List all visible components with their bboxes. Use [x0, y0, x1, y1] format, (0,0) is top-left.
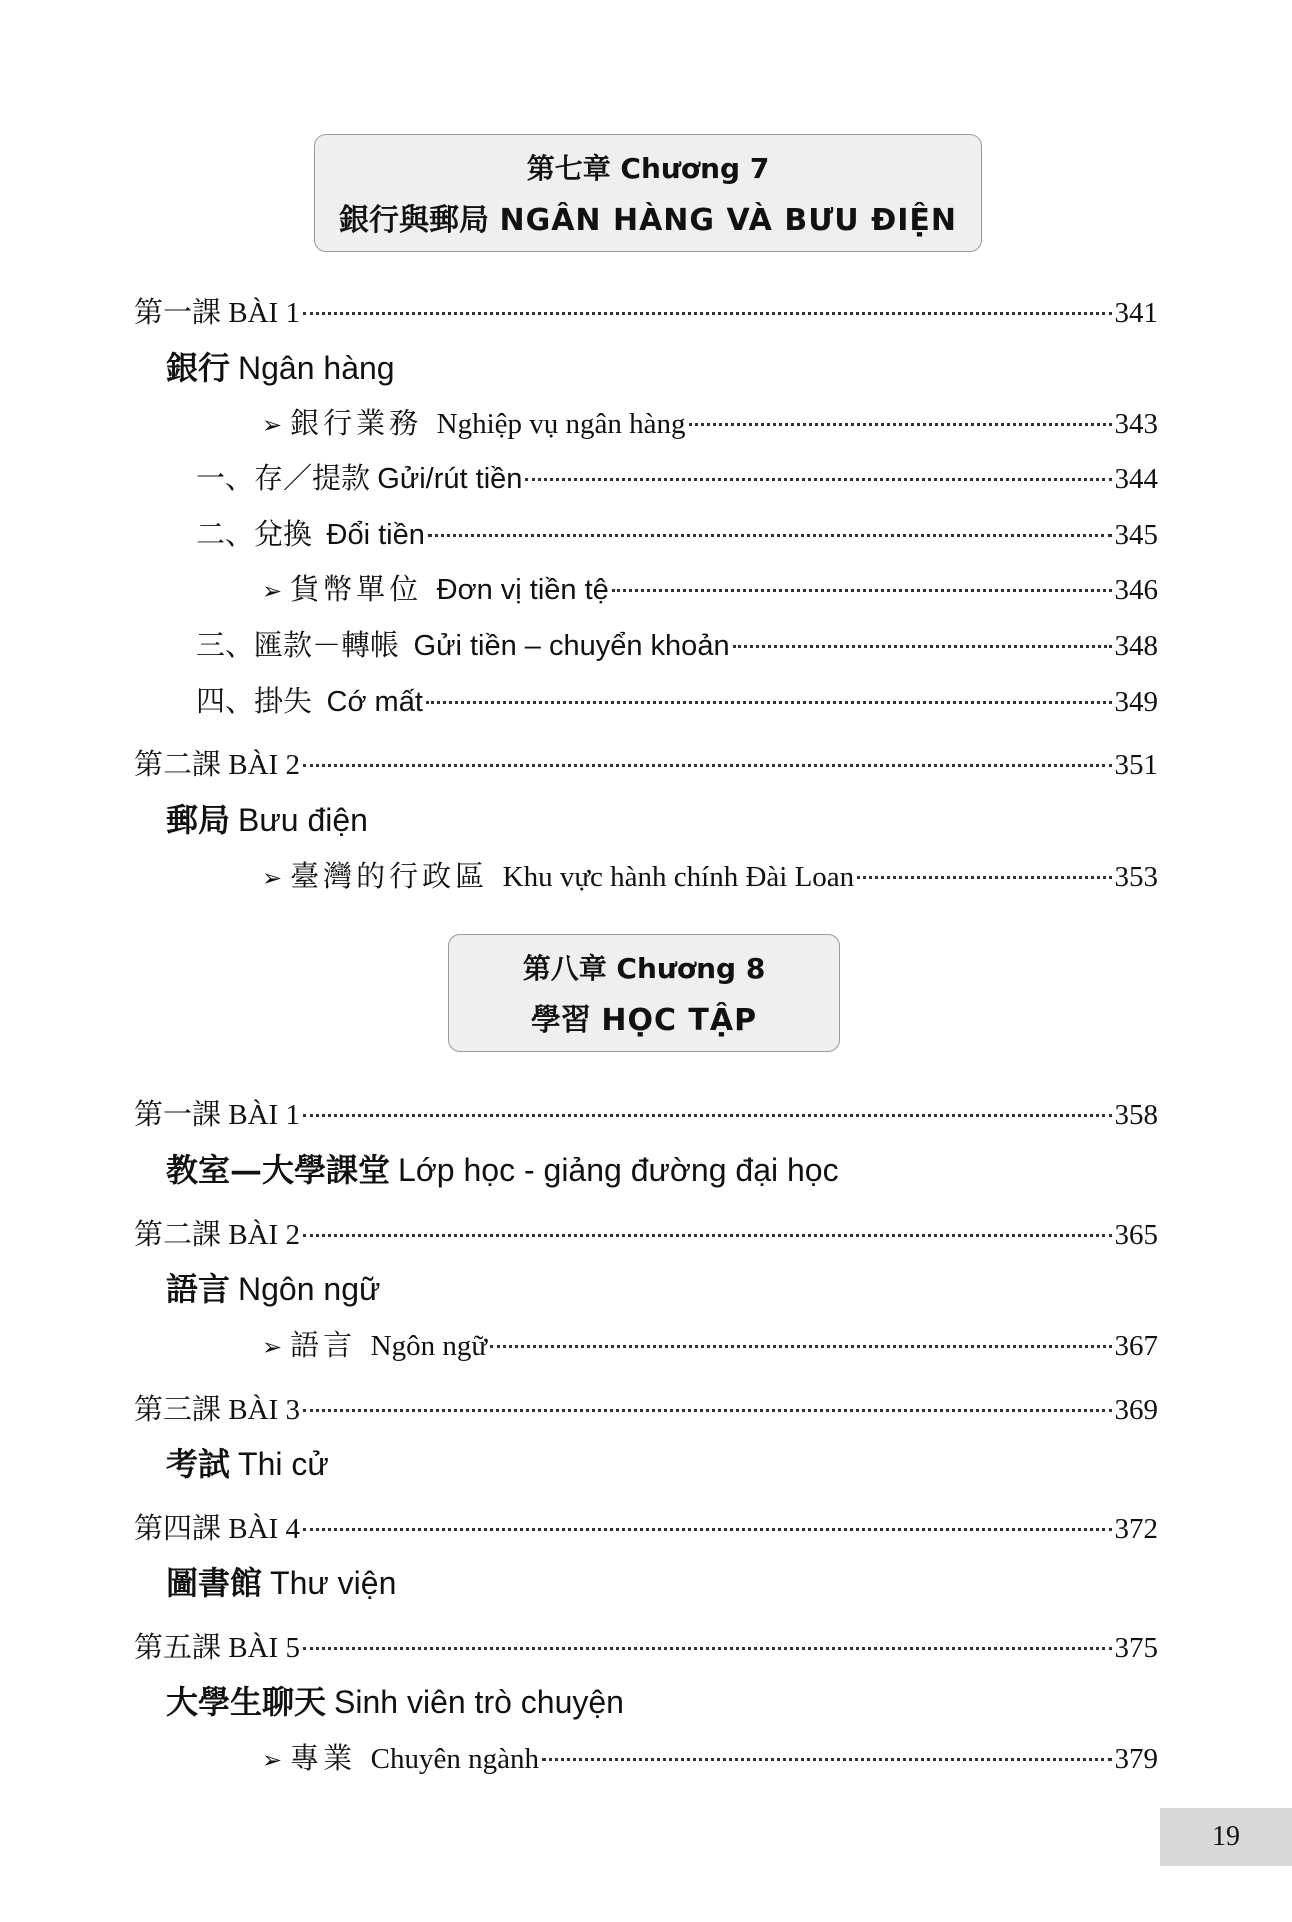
dot-leader [542, 1758, 1112, 1761]
toc-entry-label [262, 1326, 487, 1367]
lesson-title-zh: 考試 [166, 1445, 231, 1483]
toc-page-number: 343 [1114, 408, 1158, 440]
dot-leader [857, 876, 1111, 879]
lesson-title-ch8-2 [166, 1267, 380, 1311]
dot-leader [303, 1647, 1112, 1650]
lesson-title-zh: 郵局 [166, 801, 231, 839]
lesson-title-vi: Bưu điện [238, 802, 368, 838]
toc-page-number: 346 [1114, 574, 1158, 606]
arrowhead-bullet-icon: ➢ [262, 577, 283, 605]
lesson-title-vi: Sinh viên trò chuyện [334, 1684, 624, 1720]
chapter-7-title-vi: NGÂN HÀNG VÀ BƯU ĐIỆN [499, 203, 957, 238]
entry-zh: 三、匯款－轉帳 [196, 630, 400, 662]
toc-entry-label [262, 1739, 539, 1780]
entry-vi: Đơn vị tiền tệ [436, 574, 609, 606]
toc-entry-ch7-1e[interactable] [196, 626, 1158, 666]
toc-entry-ch8-lesson-2[interactable] [134, 1215, 1158, 1255]
entry-vi: Nghiệp vụ ngân hàng [436, 408, 686, 440]
toc-entry-label [262, 857, 854, 898]
dot-leader [426, 701, 1112, 704]
arrowhead-bullet-icon: ➢ [262, 1333, 283, 1361]
toc-entry-label: 第四課 BÀI 4 [134, 1513, 300, 1545]
entry-zh: 臺灣的行政區 [290, 861, 489, 893]
lesson-title-vi: Ngôn ngữ [238, 1271, 381, 1307]
entry-zh: 語言 [290, 1330, 357, 1362]
toc-entry-ch7-1f[interactable] [196, 682, 1158, 722]
lesson-title-ch8-1 [166, 1148, 839, 1192]
toc-entry-label: 第五課 BÀI 5 [134, 1632, 300, 1664]
entry-zh: 二、兌換 [196, 519, 313, 551]
entry-vi: Gửi tiền – chuyển khoản [413, 630, 730, 662]
toc-entry-ch7-2a[interactable] [262, 857, 1158, 897]
toc-entry-label [196, 515, 425, 555]
toc-entry-label: 第二課 BÀI 2 [134, 749, 300, 781]
entry-vi: Gửi/rút tiền [377, 463, 523, 495]
lesson-title-zh: 語言 [166, 1270, 231, 1308]
toc-entry-ch7-1c[interactable] [196, 515, 1158, 555]
lesson-title-ch7-2 [166, 798, 368, 842]
toc-entry-ch8-5a[interactable] [262, 1739, 1158, 1779]
chapter-8-title-zh: 學習 [530, 1003, 591, 1038]
toc-entry-ch8-lesson-5[interactable] [134, 1628, 1158, 1668]
page-number: 19 [1160, 1808, 1292, 1866]
lesson-title-vi: Thi cử [238, 1446, 329, 1482]
chapter-8-header [448, 934, 840, 1052]
entry-zh: 專業 [290, 1743, 357, 1775]
dot-leader [303, 1114, 1112, 1117]
lesson-title-ch8-4 [166, 1561, 396, 1605]
toc-page-number: 358 [1114, 1099, 1158, 1131]
lesson-title-zh: 大學生聊天 [166, 1683, 327, 1721]
dot-leader [303, 1234, 1112, 1237]
arrowhead-bullet-icon: ➢ [262, 864, 283, 892]
toc-page-number: 375 [1114, 1632, 1158, 1664]
entry-zh: 銀行業務 [290, 408, 423, 440]
chapter-8-title-vi: HỌC TẬP [601, 1003, 758, 1038]
chapter-8-number: 第八章 Chương 8 [522, 952, 766, 985]
lesson-title-ch7-1 [166, 346, 395, 390]
toc-entry-label: 第一課 BÀI 1 [134, 1099, 300, 1131]
toc-entry-ch7-lesson-1[interactable] [134, 293, 1158, 333]
toc-page-number: 369 [1114, 1394, 1158, 1426]
toc-page-number: 341 [1114, 297, 1158, 329]
arrowhead-bullet-icon: ➢ [262, 1746, 283, 1774]
toc-page-number: 351 [1114, 749, 1158, 781]
toc-page-number: 365 [1114, 1219, 1158, 1251]
toc-entry-ch7-1a[interactable] [262, 404, 1158, 444]
toc-page-number: 345 [1114, 519, 1158, 551]
entry-zh: 四、掛失 [196, 686, 313, 718]
toc-entry-label [262, 570, 609, 611]
toc-entry-ch7-1b[interactable] [196, 459, 1158, 499]
toc-page-number: 348 [1114, 630, 1158, 662]
dot-leader [303, 312, 1112, 315]
lesson-title-vi: Ngân hàng [238, 350, 395, 386]
toc-entry-label: 第二課 BÀI 2 [134, 1219, 300, 1251]
lesson-title-vi: Thư viện [270, 1565, 397, 1601]
toc-entry-label [196, 682, 423, 722]
arrowhead-bullet-icon: ➢ [262, 411, 283, 439]
toc-entry-label: 第一課 BÀI 1 [134, 297, 300, 329]
entry-vi: Khu vực hành chính Đài Loan [502, 861, 855, 893]
dot-leader [689, 423, 1112, 426]
lesson-title-zh: 銀行 [166, 349, 231, 387]
lesson-title-ch8-5 [166, 1680, 624, 1724]
toc-entry-ch8-lesson-4[interactable] [134, 1509, 1158, 1549]
toc-entry-label: 第三課 BÀI 3 [134, 1394, 300, 1426]
entry-zh: 一、存／提款 [196, 463, 371, 495]
chapter-7-title-zh: 銀行與郵局 [339, 203, 490, 238]
toc-entry-label [196, 459, 522, 499]
lesson-title-zh: 教室—大學課堂 [166, 1151, 391, 1189]
dot-leader [490, 1345, 1111, 1348]
dot-leader [428, 534, 1112, 537]
lesson-title-ch8-3 [166, 1442, 329, 1486]
toc-page-number: 353 [1114, 861, 1158, 893]
dot-leader [612, 589, 1112, 592]
entry-vi: Chuyên ngành [370, 1743, 539, 1775]
chapter-8-title [449, 995, 839, 1039]
dot-leader [733, 645, 1112, 648]
lesson-title-zh: 圖書館 [166, 1564, 263, 1602]
dot-leader [303, 1409, 1112, 1412]
entry-vi: Ngôn ngữ [370, 1330, 488, 1362]
chapter-7-number: 第七章 Chương 7 [526, 152, 770, 185]
chapter-7-title [315, 195, 981, 239]
toc-entry-label [196, 626, 730, 666]
chapter-7-header [314, 134, 982, 252]
lesson-title-vi: Lớp học - giảng đường đại học [398, 1152, 839, 1188]
toc-page-number: 344 [1114, 463, 1158, 495]
toc-entry-ch8-2a[interactable] [262, 1326, 1158, 1366]
toc-page-number: 367 [1114, 1330, 1158, 1362]
entry-zh: 貨幣單位 [290, 574, 423, 606]
dot-leader [303, 1528, 1112, 1531]
entry-vi: Đổi tiền [326, 519, 425, 551]
toc-entry-ch8-lesson-1[interactable] [134, 1095, 1158, 1135]
dot-leader [525, 478, 1111, 481]
toc-page-number: 379 [1114, 1743, 1158, 1775]
entry-vi: Cớ mất [326, 686, 423, 718]
toc-entry-label [262, 404, 686, 445]
toc-page-number: 349 [1114, 686, 1158, 718]
toc-entry-ch7-lesson-2[interactable] [134, 745, 1158, 785]
dot-leader [303, 764, 1112, 767]
toc-page-number: 372 [1114, 1513, 1158, 1545]
toc-entry-ch7-1d[interactable] [262, 570, 1158, 610]
toc-entry-ch8-lesson-3[interactable] [134, 1390, 1158, 1430]
